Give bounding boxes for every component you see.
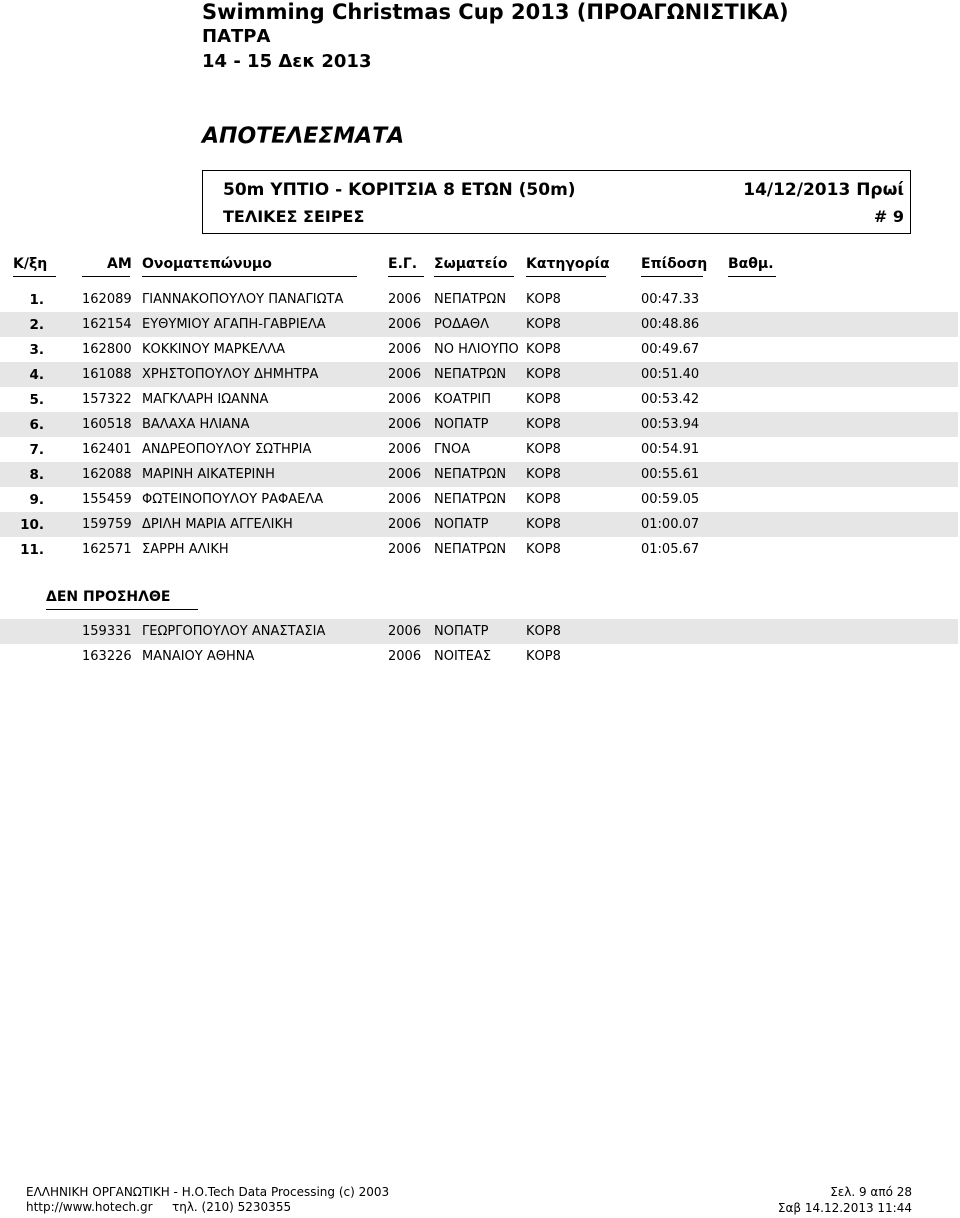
time-cell: 01:05.67	[641, 542, 700, 557]
footer-page-number: Σελ. 9 από 28	[830, 1185, 912, 1199]
rank-cell: 2.	[29, 317, 44, 333]
dns-section-title: ΔΕΝ ΠΡΟΣΗΛΘΕ	[46, 589, 171, 605]
am-cell: 162800	[82, 342, 132, 357]
am-cell: 162088	[82, 467, 132, 482]
table-row	[0, 644, 958, 669]
race-info-box	[202, 170, 911, 234]
year-cell: 2006	[388, 624, 422, 639]
rank-cell: 8.	[29, 467, 44, 483]
club-cell: ΝΟΠΑΤΡ	[434, 624, 489, 639]
rank-cell: 1.	[29, 292, 44, 308]
club-cell: ΝΕΠΑΤΡΩΝ	[434, 542, 507, 557]
rank-cell: 9.	[29, 492, 44, 508]
am-cell: 157322	[82, 392, 132, 407]
table-row	[0, 512, 958, 537]
rank-cell: 3.	[29, 342, 44, 358]
am-cell: 162089	[82, 292, 132, 307]
year-cell: 2006	[388, 649, 422, 664]
time-cell: 00:47.33	[641, 292, 700, 307]
col-header-time: Επίδοση	[641, 256, 708, 272]
rank-cell: 6.	[29, 417, 44, 433]
club-cell: ΝΕΠΑΤΡΩΝ	[434, 492, 507, 507]
table-row	[0, 537, 958, 562]
time-cell: 00:53.42	[641, 392, 700, 407]
col-header-club: Σωματείο	[434, 256, 508, 272]
am-cell: 162154	[82, 317, 132, 332]
am-cell: 155459	[82, 492, 132, 507]
name-cell: ΚΟΚΚΙΝΟΥ ΜΑΡΚΕΛΛΑ	[142, 342, 286, 357]
year-cell: 2006	[388, 317, 422, 332]
year-cell: 2006	[388, 292, 422, 307]
am-cell: 160518	[82, 417, 132, 432]
year-cell: 2006	[388, 417, 422, 432]
category-cell: ΚΟΡ8	[526, 392, 561, 407]
table-row	[0, 312, 958, 337]
event-city: ΠΑΤΡΑ	[202, 26, 271, 47]
club-cell: ΝΕΠΑΤΡΩΝ	[434, 467, 507, 482]
table-row	[0, 619, 958, 644]
table-row	[0, 412, 958, 437]
category-cell: ΚΟΡ8	[526, 624, 561, 639]
am-cell: 159331	[82, 624, 132, 639]
name-cell: ΜΑΡΙΝΗ ΑΙΚΑΤΕΡΙΝΗ	[142, 467, 275, 482]
club-cell: ΝΟΠΑΤΡ	[434, 517, 489, 532]
race-number: # 9	[873, 207, 904, 226]
col-header-name: Ονοματεπώνυμο	[142, 256, 272, 272]
rank-cell: 5.	[29, 392, 44, 408]
club-cell: ΝΕΠΑΤΡΩΝ	[434, 292, 507, 307]
category-cell: ΚΟΡ8	[526, 442, 561, 457]
table-row	[0, 337, 958, 362]
club-cell: ΝΟ ΗΛΙΟΥΠΟ	[434, 342, 519, 357]
name-cell: ΜΑΓΚΛΑΡΗ ΙΩΑΝΝΑ	[142, 392, 269, 407]
club-cell: ΡΟΔΑΘΛ	[434, 317, 489, 332]
table-row	[0, 487, 958, 512]
name-cell: ΕΥΘΥΜΙΟΥ ΑΓΑΠΗ-ΓΑΒΡΙΕΛΑ	[142, 317, 326, 332]
col-underline-time	[641, 276, 703, 277]
col-underline-category	[526, 276, 606, 277]
name-cell: ΦΩΤΕΙΝΟΠΟΥΛΟΥ ΡΑΦΑΕΛΑ	[142, 492, 324, 507]
name-cell: ΓΕΩΡΓΟΠΟΥΛΟΥ ΑΝΑΣΤΑΣΙΑ	[142, 624, 326, 639]
col-header-rank: Κ/ξη	[13, 256, 48, 272]
col-underline-points	[728, 276, 776, 277]
col-underline-name	[142, 276, 357, 277]
category-cell: ΚΟΡ8	[526, 342, 561, 357]
results-title: ΑΠΟΤΕΛΕΣΜΑΤΑ	[202, 124, 405, 149]
time-cell: 00:49.67	[641, 342, 700, 357]
year-cell: 2006	[388, 442, 422, 457]
name-cell: ΑΝΔΡΕΟΠΟΥΛΟΥ ΣΩΤΗΡΙΑ	[142, 442, 312, 457]
category-cell: ΚΟΡ8	[526, 517, 561, 532]
table-row	[0, 462, 958, 487]
name-cell: ΓΙΑΝΝΑΚΟΠΟΥΛΟΥ ΠΑΝΑΓΙΩΤΑ	[142, 292, 344, 307]
am-cell: 159759	[82, 517, 132, 532]
rank-cell: 7.	[29, 442, 44, 458]
category-cell: ΚΟΡ8	[526, 417, 561, 432]
name-cell: ΒΑΛΑΧΑ ΗΛΙΑΝΑ	[142, 417, 250, 432]
table-row	[0, 387, 958, 412]
name-cell: ΣΑΡΡΗ ΑΛΙΚΗ	[142, 542, 229, 557]
time-cell: 00:54.91	[641, 442, 700, 457]
club-cell: ΝΟΙΤΕΑΣ	[434, 649, 492, 664]
name-cell: ΜΑΝΑΙΟΥ ΑΘΗΝΑ	[142, 649, 255, 664]
am-cell: 163226	[82, 649, 132, 664]
time-cell: 00:53.94	[641, 417, 700, 432]
rank-cell: 11.	[20, 542, 44, 558]
am-cell: 161088	[82, 367, 132, 382]
name-cell: ΧΡΗΣΤΟΠΟΥΛΟΥ ΔΗΜΗΤΡΑ	[142, 367, 319, 382]
year-cell: 2006	[388, 367, 422, 382]
club-cell: ΚΟΑΤΡΙΠ	[434, 392, 492, 407]
time-cell: 01:00.07	[641, 517, 700, 532]
category-cell: ΚΟΡ8	[526, 467, 561, 482]
am-cell: 162401	[82, 442, 132, 457]
category-cell: ΚΟΡ8	[526, 317, 561, 332]
col-underline-year	[388, 276, 424, 277]
name-cell: ΔΡΙΛΗ ΜΑΡΙΑ ΑΓΓΕΛΙΚΗ	[142, 517, 293, 532]
footer-company: ΕΛΛΗΝΙΚΗ ΟΡΓΑΝΩΤΙΚΗ - Η.Ο.Tech Data Processing (c) 2003	[26, 1185, 390, 1199]
col-header-am: ΑΜ	[107, 256, 132, 272]
rank-cell: 10.	[20, 517, 44, 533]
club-cell: ΝΕΠΑΤΡΩΝ	[434, 367, 507, 382]
time-cell: 00:55.61	[641, 467, 700, 482]
table-row	[0, 437, 958, 462]
race-datetime: 14/12/2013 Πρωί	[743, 180, 904, 200]
am-cell: 162571	[82, 542, 132, 557]
time-cell: 00:51.40	[641, 367, 700, 382]
footer-print-datetime: Σαβ 14.12.2013 11:44	[777, 1201, 912, 1215]
event-title: Swimming Christmas Cup 2013 (ΠΡΟΑΓΩΝΙΣΤΙΚΑ)	[202, 0, 789, 24]
table-row	[0, 287, 958, 312]
category-cell: ΚΟΡ8	[526, 649, 561, 664]
time-cell: 00:59.05	[641, 492, 700, 507]
category-cell: ΚΟΡ8	[526, 367, 561, 382]
table-row	[0, 362, 958, 387]
dns-title-underline	[46, 609, 198, 610]
year-cell: 2006	[388, 492, 422, 507]
year-cell: 2006	[388, 392, 422, 407]
col-underline-club	[434, 276, 514, 277]
club-cell: ΓΝΟΑ	[434, 442, 471, 457]
club-cell: ΝΟΠΑΤΡ	[434, 417, 489, 432]
rank-cell: 4.	[29, 367, 44, 383]
footer-phone: τηλ. (210) 5230355	[172, 1200, 292, 1214]
col-underline-am	[82, 276, 130, 277]
year-cell: 2006	[388, 517, 422, 532]
category-cell: ΚΟΡ8	[526, 292, 561, 307]
year-cell: 2006	[388, 467, 422, 482]
col-header-category: Κατηγορία	[526, 256, 610, 272]
race-title: 50m ΥΠΤΙΟ - ΚΟΡΙΤΣΙΑ 8 ΕΤΩΝ (50m)	[223, 180, 576, 200]
year-cell: 2006	[388, 342, 422, 357]
category-cell: ΚΟΡ8	[526, 492, 561, 507]
footer-website-link[interactable]: http://www.hotech.gr	[26, 1200, 153, 1214]
col-header-points: Βαθμ.	[728, 256, 774, 272]
col-header-year: Ε.Γ.	[388, 256, 418, 272]
time-cell: 00:48.86	[641, 317, 700, 332]
year-cell: 2006	[388, 542, 422, 557]
race-round: ΤΕΛΙΚΕΣ ΣΕΙΡΕΣ	[223, 207, 365, 226]
event-dates: 14 - 15 Δεκ 2013	[202, 51, 372, 72]
category-cell: ΚΟΡ8	[526, 542, 561, 557]
col-underline-rank	[13, 276, 56, 277]
